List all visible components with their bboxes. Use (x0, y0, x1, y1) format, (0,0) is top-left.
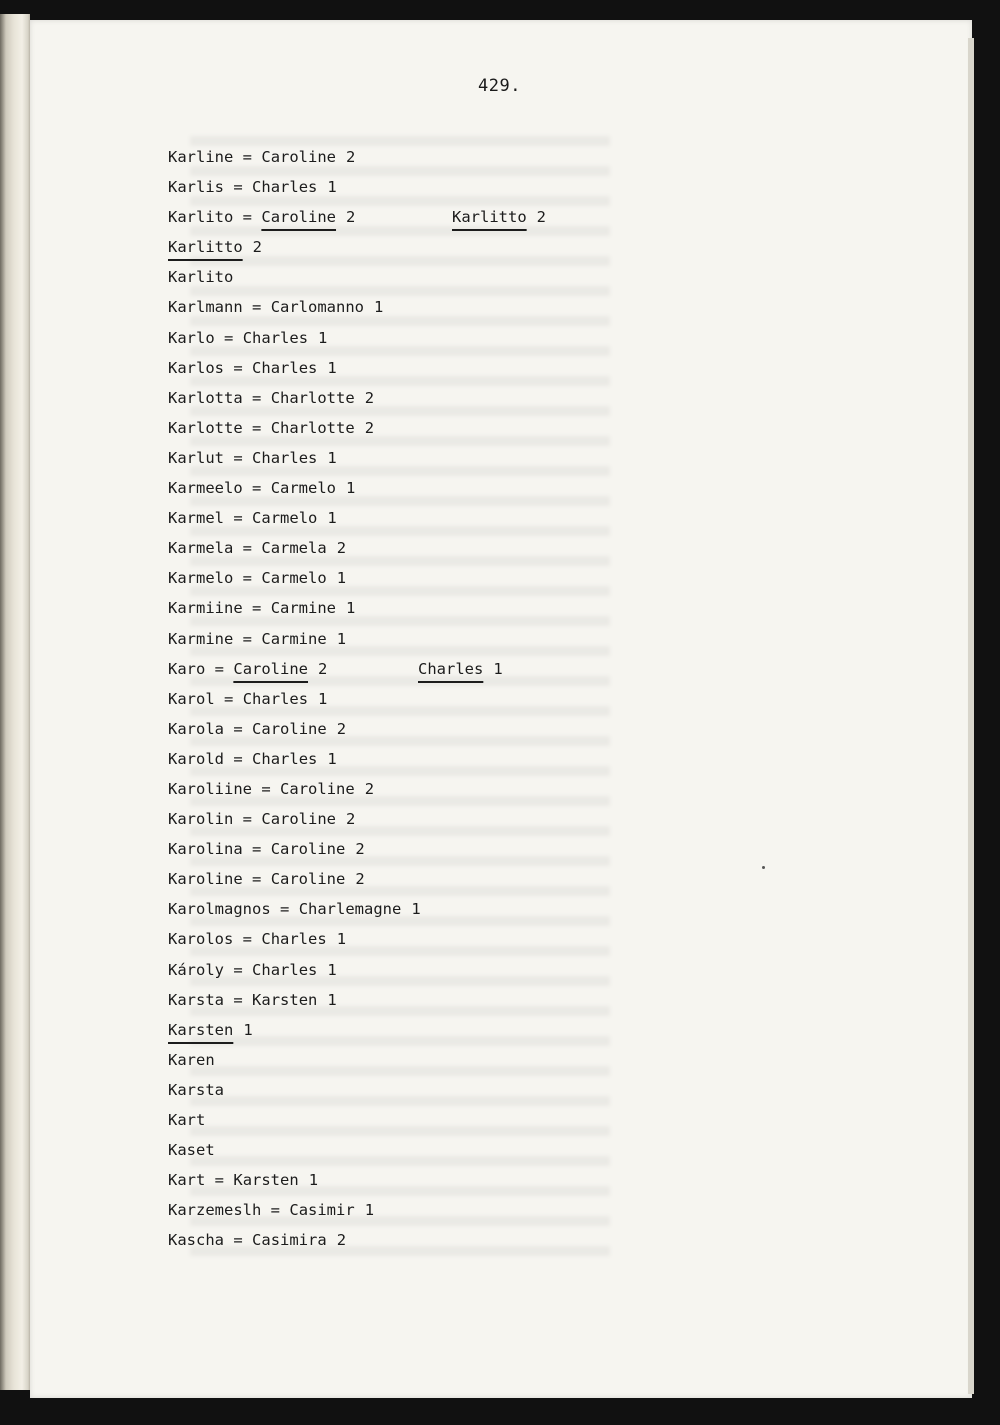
entry-number: 2 (364, 779, 375, 798)
index-entry (168, 985, 421, 1015)
entry-equals: = (252, 870, 262, 889)
name-index-list (168, 142, 546, 1255)
entry-head: Karolin (168, 810, 234, 829)
entry-target: Casimira (252, 1231, 327, 1250)
entry-head: Karsta (168, 1080, 224, 1099)
entry-equals: = (242, 569, 253, 588)
entry-target: Karsten (233, 1171, 299, 1190)
entry-target: Casimir (289, 1201, 355, 1220)
index-entry (168, 654, 503, 684)
index-entry (168, 804, 421, 834)
entry-equals: = (233, 990, 243, 1009)
index-entry (168, 894, 421, 924)
index-entry (168, 142, 421, 172)
index-entry (168, 864, 421, 894)
entry-alternate-number: 1 (493, 659, 503, 678)
entry-number: 1 (327, 178, 337, 197)
entry-head: Karmela (168, 539, 234, 558)
entry-head: Karmelo (168, 569, 234, 588)
entry-number: 1 (327, 358, 337, 377)
entry-target: Carmela (261, 539, 327, 558)
index-entry (168, 353, 421, 383)
entry-target: Charles (242, 328, 309, 347)
entry-number: 1 (318, 328, 328, 347)
entry-equals: = (280, 900, 290, 919)
index-entry (168, 1195, 421, 1225)
entry-target: Caroline (261, 148, 337, 166)
entry-number: 1 (327, 749, 337, 768)
entry-target: Carmelo (270, 479, 337, 498)
entry-number: 2 (346, 208, 356, 227)
entry-head: Karlos (168, 358, 224, 377)
entry-head: Karsta (168, 990, 224, 1009)
entry-target: Charles (252, 358, 318, 377)
entry-target: Caroline (261, 810, 337, 829)
entry-head: Karolina (168, 840, 243, 859)
entry-equals: = (224, 689, 234, 708)
index-entry (168, 744, 421, 774)
index-entry (168, 413, 421, 443)
book-spine-edge (0, 14, 30, 1390)
entry-target: Caroline (261, 208, 337, 227)
index-entry (168, 202, 546, 232)
entry-target: Caroline (280, 779, 355, 798)
entry-number: 1 (346, 479, 356, 498)
entry-target: Caroline (233, 659, 309, 678)
index-entry (168, 714, 421, 744)
entry-equals: = (252, 840, 262, 859)
entry-equals: = (242, 208, 253, 227)
entry-target: Caroline (270, 870, 346, 889)
entry-equals: = (242, 539, 253, 558)
entry-number: 1 (346, 599, 356, 618)
entry-head: Karlis (168, 178, 224, 197)
entry-number: 2 (346, 810, 356, 829)
entry-target: Charlemagne (298, 900, 402, 919)
entry-number: 2 (355, 840, 365, 859)
entry-number: 2 (355, 870, 365, 889)
entry-target: Charlotte (270, 418, 355, 437)
entry-equals: = (224, 328, 234, 347)
entry-equals: = (214, 659, 225, 678)
entry-equals: = (233, 178, 243, 197)
entry-target: Carmine (270, 599, 337, 618)
entry-number: 1 (336, 569, 347, 588)
index-entry (168, 323, 421, 353)
entry-head: Károly (168, 960, 224, 979)
entry-equals: = (252, 388, 262, 407)
entry-number: 2 (252, 238, 262, 257)
entry-target: Carmelo (261, 569, 327, 588)
index-entry (168, 834, 421, 864)
entry-number: 2 (336, 1231, 347, 1250)
index-entry (168, 593, 421, 623)
entry-head: Karline (168, 148, 234, 166)
index-entry (168, 774, 421, 804)
entry-number: 2 (364, 418, 375, 437)
entry-equals: = (252, 479, 262, 498)
entry-target: Carmine (261, 629, 327, 648)
entry-target: Charles (252, 178, 318, 197)
index-entry (168, 533, 421, 563)
page-edge (968, 38, 974, 1394)
index-entry (168, 262, 421, 292)
entry-equals: = (252, 418, 262, 437)
entry-number: 1 (318, 689, 328, 708)
entry-target: Charlotte (270, 388, 355, 407)
entry-head: Karoliine (168, 779, 252, 798)
paper-speck (762, 866, 765, 869)
entry-number: 2 (346, 148, 356, 166)
entry-number: 1 (327, 509, 337, 528)
entry-alternate (418, 654, 503, 684)
entry-target: Caroline (270, 840, 346, 859)
index-entry (168, 1015, 421, 1045)
entry-equals: = (233, 448, 243, 467)
index-entry (168, 503, 421, 533)
entry-head: Karlito (168, 208, 234, 227)
entry-number: 2 (336, 539, 347, 558)
page-number: 429. (478, 76, 521, 96)
entry-head: Karmeelo (168, 479, 243, 498)
entry-number: 1 (411, 900, 421, 919)
entry-equals: = (261, 779, 271, 798)
entry-number: 1 (327, 990, 337, 1009)
entry-head: Karlotte (168, 418, 243, 437)
entry-head: Karlo (168, 328, 215, 347)
entry-target: Charles (252, 749, 318, 768)
entry-equals: = (233, 1231, 243, 1250)
entry-head: Karoline (168, 870, 243, 889)
entry-equals: = (252, 298, 262, 317)
entry-target: Charles (242, 689, 309, 708)
entry-number: 1 (327, 960, 337, 979)
entry-number: 1 (336, 930, 347, 949)
entry-head: Karold (168, 749, 224, 768)
index-entry (168, 1075, 421, 1105)
entry-head: Kaset (168, 1141, 215, 1160)
entry-number: 1 (243, 1020, 253, 1039)
entry-number: 1 (364, 1201, 375, 1220)
index-entry (168, 1165, 421, 1195)
entry-equals: = (242, 930, 253, 949)
index-entry (168, 443, 421, 473)
entry-target: Carmelo (252, 509, 318, 528)
index-entry (168, 563, 421, 593)
entry-number: 1 (327, 448, 337, 467)
index-entry (168, 172, 421, 202)
entry-head: Karlitto (168, 238, 243, 257)
index-entry (168, 292, 421, 322)
entry-equals: = (233, 960, 243, 979)
entry-head: Karlotta (168, 388, 243, 407)
index-entry (168, 624, 421, 654)
entry-equals: = (242, 629, 253, 648)
entry-head: Karlut (168, 448, 224, 467)
entry-number: 2 (318, 659, 328, 678)
entry-equals: = (233, 719, 243, 738)
entry-target: Carlomanno (270, 298, 365, 317)
index-entry (168, 1105, 421, 1135)
entry-alternate-name: Karlitto (452, 208, 527, 227)
index-entry (168, 473, 421, 503)
entry-equals: = (233, 509, 243, 528)
index-entry (168, 1135, 421, 1165)
entry-head: Kart (168, 1111, 206, 1129)
entry-head: Karmel (168, 509, 224, 528)
entry-head: Karolmagnos (168, 900, 271, 919)
entry-target: Karsten (252, 990, 318, 1009)
entry-number: 1 (308, 1171, 319, 1190)
entry-alternate-name: Charles (418, 659, 484, 678)
entry-alternate-number: 2 (536, 208, 546, 227)
entry-number: 1 (336, 629, 347, 648)
index-entry (168, 1225, 421, 1255)
entry-target: Charles (261, 930, 327, 949)
entry-target: Charles (252, 448, 318, 467)
entry-head: Karzemeslh (168, 1201, 262, 1220)
entry-equals: = (252, 599, 262, 618)
entry-head: Karmiine (168, 599, 243, 618)
entry-equals: = (233, 749, 243, 768)
entry-number: 2 (364, 388, 375, 407)
entry-alternate (452, 202, 546, 232)
entry-head: Karlito (168, 268, 234, 287)
entry-target: Caroline (252, 719, 327, 738)
entry-head: Karmine (168, 629, 234, 648)
entry-equals: = (233, 358, 243, 377)
entry-head: Kascha (168, 1231, 224, 1250)
entry-equals: = (242, 148, 253, 166)
entry-equals: = (214, 1171, 225, 1190)
entry-head: Karola (168, 719, 224, 738)
index-entry (168, 383, 421, 413)
entry-equals: = (270, 1201, 281, 1220)
entry-equals: = (242, 810, 253, 829)
entry-target: Charles (252, 960, 318, 979)
entry-head: Karsten (168, 1020, 234, 1039)
entry-head: Karo (168, 659, 206, 678)
entry-number: 1 (374, 298, 384, 317)
index-entry (168, 232, 421, 262)
entry-head: Karol (168, 689, 215, 708)
entry-head: Kart (168, 1171, 206, 1190)
index-entry (168, 924, 421, 954)
index-entry (168, 1045, 421, 1075)
entry-number: 2 (336, 719, 347, 738)
index-entry (168, 955, 421, 985)
entry-head: Karen (168, 1050, 215, 1069)
entry-head: Karolos (168, 930, 234, 949)
index-entry (168, 684, 421, 714)
entry-head: Karlmann (168, 298, 243, 317)
